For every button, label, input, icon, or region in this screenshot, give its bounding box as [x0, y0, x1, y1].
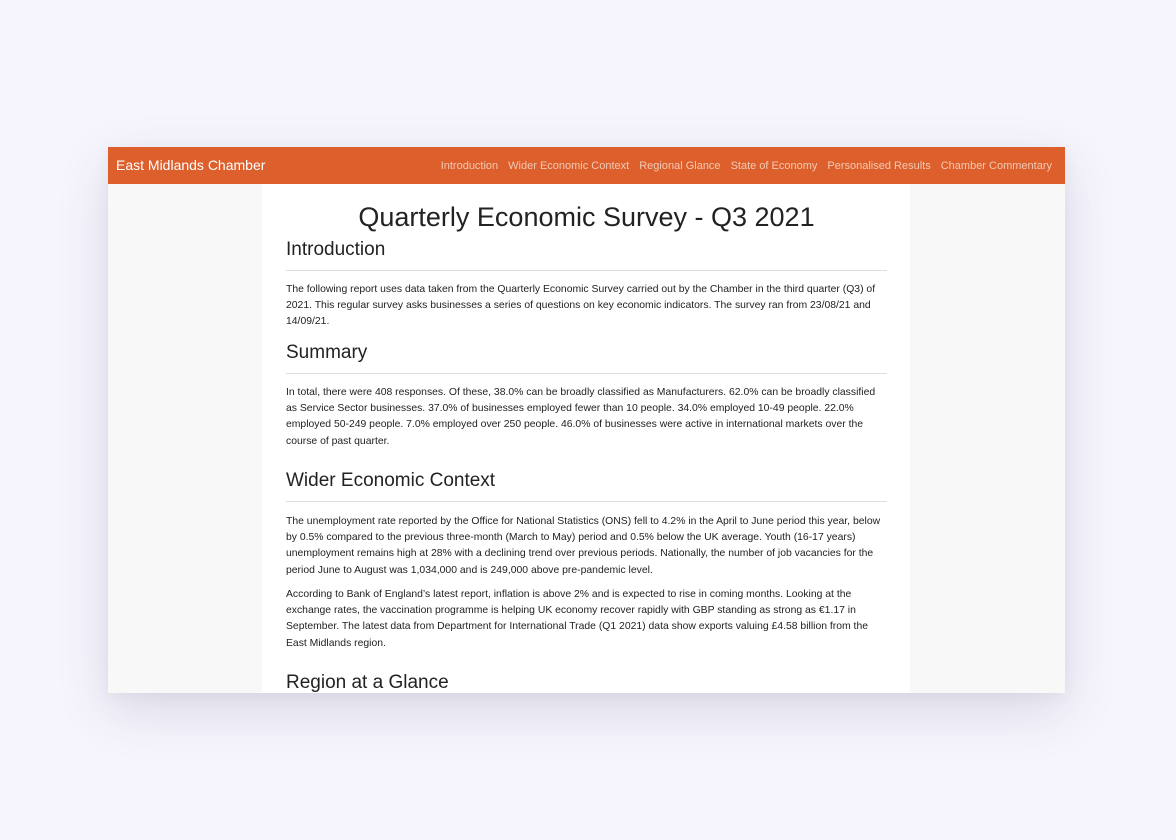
page-title: Quarterly Economic Survey - Q3 2021: [358, 202, 815, 232]
nav-link-wider-economic-context[interactable]: Wider Economic Context: [508, 160, 630, 172]
introduction-text: The following report uses data taken from the Quarterly Economic Survey carried out by the Chamber in the third quarter (Q3) of 2021. This regular survey asks businesses a series of questions on key economic indicators. The survey ran from 23/08/21 and 14/09/21.: [286, 284, 876, 328]
wider-context-paragraph-1: The unemployment rate reported by the Office for National Statistics (ONS) fell to 4.2% in the April to June period this year, below by 0.5% compared to the previous three-month (March to May) period and 0.5% below the UK average. Youth (16-17 years) unemployment remains high at 28% with a declining trend over previous periods. Nationally, the number of job vacancies for the period June to August was 1,034,000 and is 249,000 above pre-pandemic level.: [286, 516, 881, 576]
nav-link-state-of-economy[interactable]: State of Economy: [730, 160, 818, 172]
report-content[interactable]: [262, 184, 910, 693]
nav-link-introduction[interactable]: Introduction: [440, 160, 499, 172]
nav-links: [441, 159, 1052, 173]
wider-context-paragraph-2: According to Bank of England’s latest report, inflation is above 2% and is expected to rise in coming months. Looking at the exchange rates, the vaccination programme is helping UK economy recover rapidly with GBP standing as strong as €1.17 in September. The latest data from Department for International Trade (Q1 2021) data show exports valuing £4.58 billion from the East Midlands region.: [286, 589, 869, 649]
summary-text: In total, there were 408 responses. Of these, 38.0% can be broadly classified as Manufacturers. 62.0% can be broadly classified as Service Sector businesses. 37.0% of businesses employed fewer than 10 people. 34.0% employed 10-49 people. 22.0% employed 50-249 people. 7.0% employed over 250 people. 46.0% of businesses were active in international markets over the course of past quarter.: [286, 387, 876, 447]
top-navbar: [108, 147, 1065, 184]
nav-link-chamber-commentary[interactable]: Chamber Commentary: [940, 160, 1052, 172]
nav-link-personalised-results[interactable]: Personalised Results: [827, 160, 931, 172]
nav-link-regional-glance[interactable]: Regional Glance: [639, 160, 721, 172]
browser-window: [108, 147, 1065, 693]
region-glance-heading: Region at a Glance: [286, 672, 449, 693]
brand-link[interactable]: East Midlands Chamber: [116, 157, 266, 173]
introduction-divider: [286, 270, 887, 271]
summary-heading: Summary: [286, 342, 368, 363]
wider-context-heading: Wider Economic Context: [286, 470, 496, 491]
introduction-heading: Introduction: [286, 239, 386, 260]
wider-context-divider: [286, 501, 887, 502]
summary-divider: [286, 373, 887, 374]
